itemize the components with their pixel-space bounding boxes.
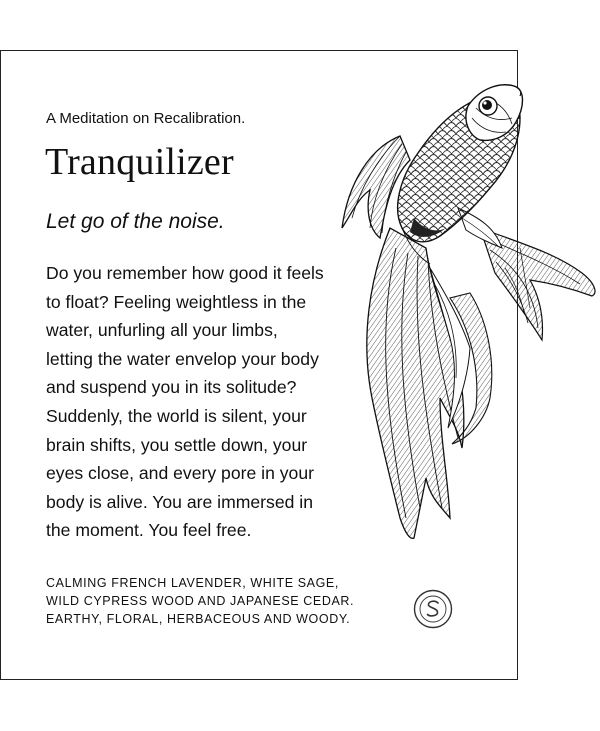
- body-line: letting the water envelop your body: [46, 348, 319, 369]
- body-line: eyes close, and every pore in your: [46, 463, 314, 484]
- notes-line: EARTHY, FLORAL, HERBACEOUS AND WOODY.: [46, 612, 351, 627]
- body-line: the moment. You feel free.: [46, 520, 252, 541]
- tail-fin: [367, 228, 464, 538]
- goldfish-illustration: [330, 78, 600, 548]
- tagline: Let go of the noise.: [46, 210, 225, 233]
- body-line: Do you remember how good it feels: [46, 263, 324, 283]
- body-line: Suddenly, the world is silent, your: [46, 405, 307, 426]
- body-line: and suspend you in its solitude?: [46, 377, 297, 398]
- scent-notes: [46, 574, 354, 629]
- page-title: Tranquilizer: [45, 141, 234, 183]
- body-line: to float? Feeling weightless in the: [46, 291, 307, 312]
- kicker-text: A Meditation on Recalibration.: [46, 110, 246, 127]
- notes-line: WILD CYPRESS WOOD AND JAPANESE CEDAR.: [46, 594, 355, 609]
- body-line: brain shifts, you settle down, your: [46, 434, 308, 455]
- body-paragraph: [46, 259, 346, 545]
- notes-line: CALMING FRENCH LAVENDER, WHITE SAGE,: [46, 576, 339, 590]
- body-line: water, unfurling all your limbs,: [46, 320, 278, 341]
- s-monogram-icon: [413, 589, 453, 629]
- body-line: body is alive. You are immersed in: [46, 491, 313, 512]
